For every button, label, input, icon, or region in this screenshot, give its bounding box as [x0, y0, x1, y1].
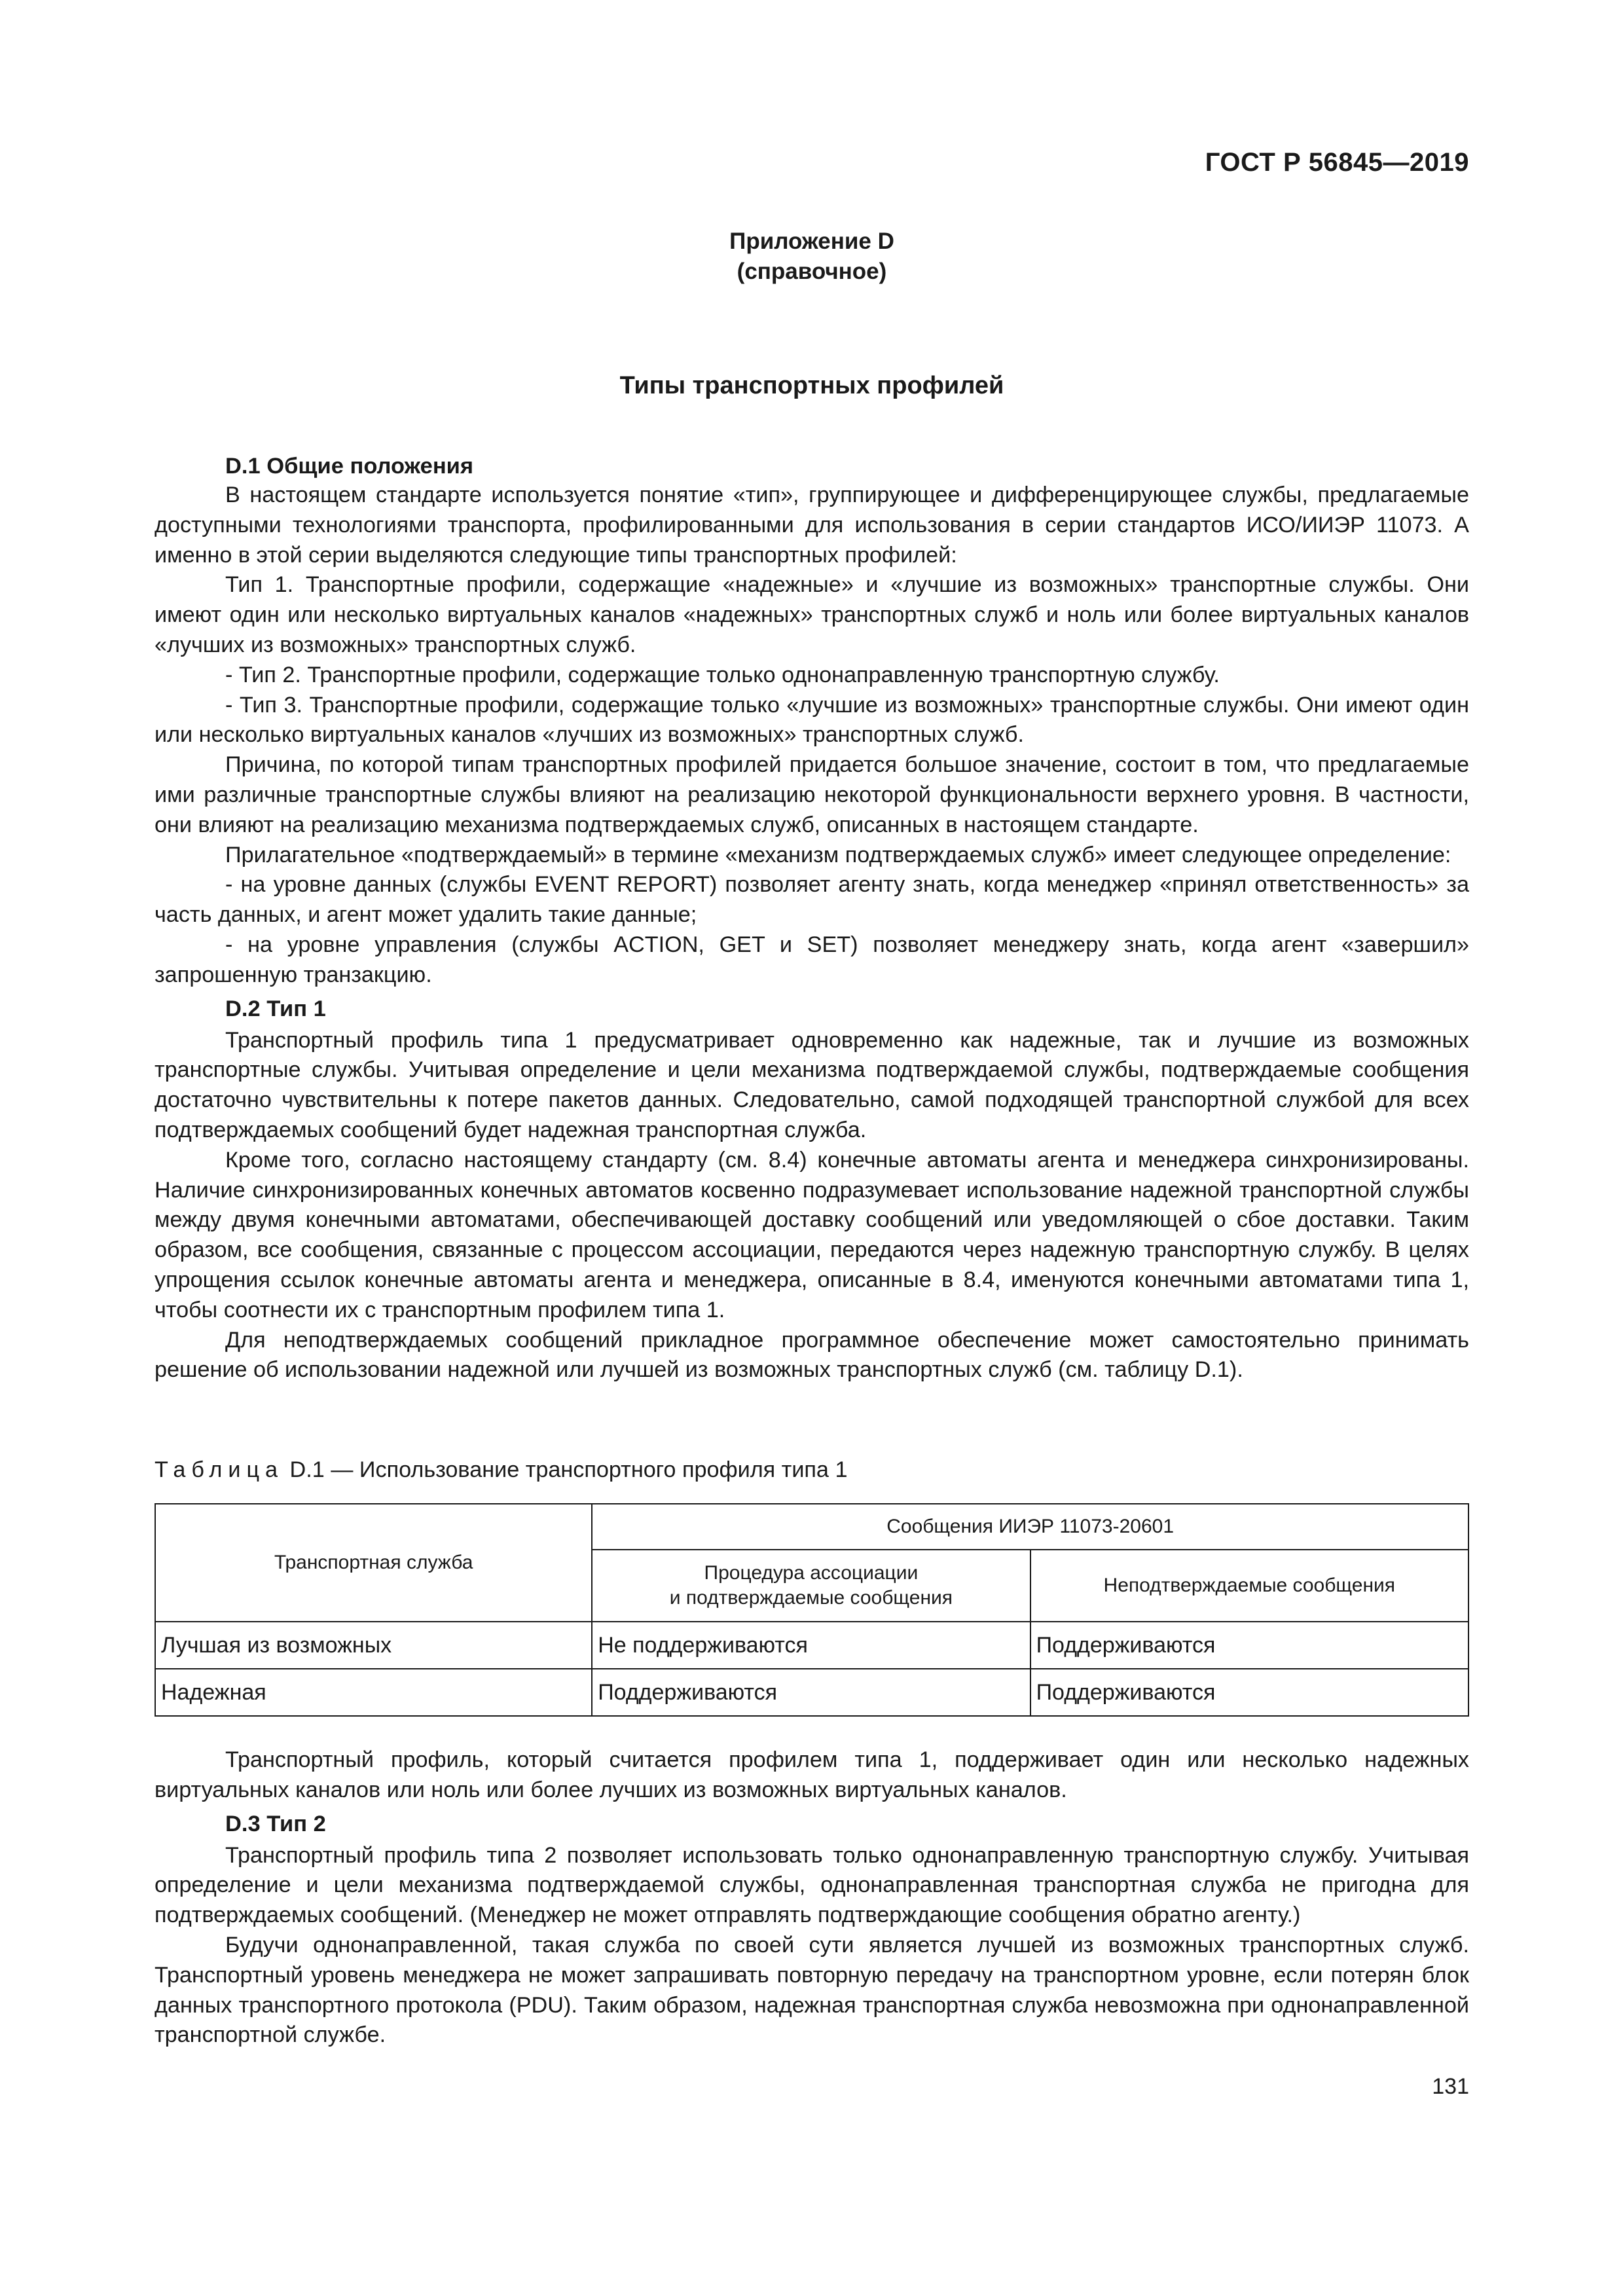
table-cell: Поддерживаются — [1030, 1622, 1468, 1669]
col-header-confirmed-line1: Процедура ассоциации — [704, 1562, 919, 1584]
table-cell: Поддерживаются — [592, 1669, 1030, 1716]
paragraph: Будучи однонаправленной, такая служба по своей сути является лучшей из возможных транспортных служб. Транспортный уровень менеджера не может запрашивать повторную передачу на транспортном уровне, если потерян блок данных транспортного протокола (PDU). Таким образом, надежная транспортная служба невозможна при однонаправленной транспортной службе. — [155, 1932, 1469, 2048]
group-header-messages: Сообщения ИИЭР 11073-20601 — [592, 1504, 1468, 1550]
table-row — [155, 1622, 1468, 1669]
page-number: 131 — [1432, 2074, 1469, 2099]
table-caption — [155, 1457, 847, 1483]
paragraph: - Тип 3. Транспортные профили, содержащие только «лучшие из возможных» транспортные службы. Они имеют один или несколько виртуальных каналов «лучших из возможных» транспортных служб. — [155, 692, 1469, 748]
col-header-service: Транспортная служба — [155, 1504, 592, 1622]
paragraph: - Тип 2. Транспортные профили, содержащие только однонаправленную транспортную службу. — [225, 662, 1220, 687]
section-d2-continued — [155, 1745, 1469, 2050]
appendix-header — [155, 227, 1469, 287]
document-page — [155, 0, 1469, 2296]
paragraph: Тип 1. Транспортные профили, содержащие «надежные» и «лучшие из возможных» транспортные службы. Они имеют один или несколько виртуальных каналов «надежных» транспортных служб и ноль или более виртуальных каналов «лучших из возможных» транспортных служб. — [155, 572, 1469, 657]
page-title: Типы транспортных профилей — [619, 372, 1004, 399]
appendix-type: (справочное) — [737, 259, 887, 284]
section-heading: D.1 Общие положения — [225, 454, 474, 479]
paragraph: - на уровне данных (службы EVENT REPORT) позволяет агенту знать, когда менеджер «принял ответственность» за часть данных, и агент может удалить такие данные; — [155, 872, 1469, 928]
section-d1 — [155, 452, 1469, 1385]
col-header-confirmed — [592, 1550, 1030, 1622]
table-cell: Поддерживаются — [1030, 1669, 1468, 1716]
paragraph: Транспортный профиль типа 2 позволяет использовать только однонаправленную транспортную службу. Учитывая определение и цели механизма подтверждаемой службы, однонаправленная транспортная служба не пригодна для подтверждаемых сообщений. (Менеджер не может отправлять подтверждающие сообщения обратно агенту.) — [155, 1842, 1469, 1928]
section-heading: D.3 Тип 2 — [225, 1811, 326, 1836]
table-cell: Надежная — [155, 1669, 592, 1716]
paragraph: Причина, по которой типам транспортных профилей придается большое значение, состоит в том, что предлагаемые ими различные транспортные службы влияют на реализацию некоторой функциональности верхнего уровня. В частности, они влияют на реализацию механизма подтверждаемых служб, описанных в настоящем стандарте. — [155, 752, 1469, 837]
paragraph: Для неподтверждаемых сообщений прикладное программное обеспечение может самостоятельно принимать решение об использовании надежной или лучшей из возможных транспортных служб (см. таблицу D.1). — [155, 1327, 1469, 1383]
table-row — [155, 1669, 1468, 1716]
col-header-confirmed-line2: и подтверждаемые сообщения — [669, 1587, 953, 1609]
paragraph: Транспортный профиль, который считается профилем типа 1, поддерживает один или несколько надежных виртуальных каналов или ноль или более лучших из возможных виртуальных каналов. — [155, 1747, 1469, 1802]
section-heading: D.2 Тип 1 — [225, 996, 326, 1021]
paragraph: - на уровне управления (службы ACTION, GET и SET) позволяет менеджеру знать, когда агент «завершил» запрошенную транзакцию. — [155, 932, 1469, 987]
appendix-label: Приложение D — [729, 228, 894, 254]
standard-number: ГОСТ Р 56845—2019 — [1205, 148, 1469, 177]
paragraph: Прилагательное «подтверждаемый» в термине «механизм подтверждаемых служб» имеет следующее определение: — [225, 842, 1451, 867]
paragraph: Кроме того, согласно настоящему стандарту (см. 8.4) конечные автоматы агента и менеджера синхронизированы. Наличие синхронизированных конечных автоматов косвенно подразумевает использование надежной транспортной службы между двумя конечными автоматами, обеспечивающей доставку сообщений или уведомляющей о сбое доставки. Таким образом, все сообщения, связанные с процессом ассоциации, передаются через надежную транспортную службу. В целях упрощения ссылок конечные автоматы агента и менеджера, описанные в 8.4, именуются конечными автоматами типа 1, чтобы соотнести их с транспортным профилем типа 1. — [155, 1147, 1469, 1322]
transport-profile-table — [155, 1503, 1469, 1717]
table-caption-text: D.1 — Использование транспортного профиля типа 1 — [283, 1457, 848, 1482]
col-header-unconfirmed: Неподтверждаемые сообщения — [1030, 1550, 1468, 1622]
paragraph: Транспортный профиль типа 1 предусматривает одновременно как надежные, так и лучшие из возможных транспортные службы. Учитывая определение и цели механизма подтверждаемой службы, подтверждаемые сообщения достаточно чувствительны к потере пакетов данных. Следовательно, самой подходящей транспортной службой для всех подтверждаемых сообщений будет надежная транспортная служба. — [155, 1027, 1469, 1142]
table-cell: Не поддерживаются — [592, 1622, 1030, 1669]
table-cell: Лучшая из возможных — [155, 1622, 592, 1669]
paragraph: В настоящем стандарте используется понятие «тип», группирующее и дифференцирующее службы, предлагаемые доступными технологиями транспорта, профилированными для использования в серии стандартов ИСО/ИИЭР 11073. А именно в этой серии выделяются следующие типы транспортных профилей: — [155, 483, 1469, 568]
table-caption-prefix: Таблица — [155, 1457, 284, 1482]
